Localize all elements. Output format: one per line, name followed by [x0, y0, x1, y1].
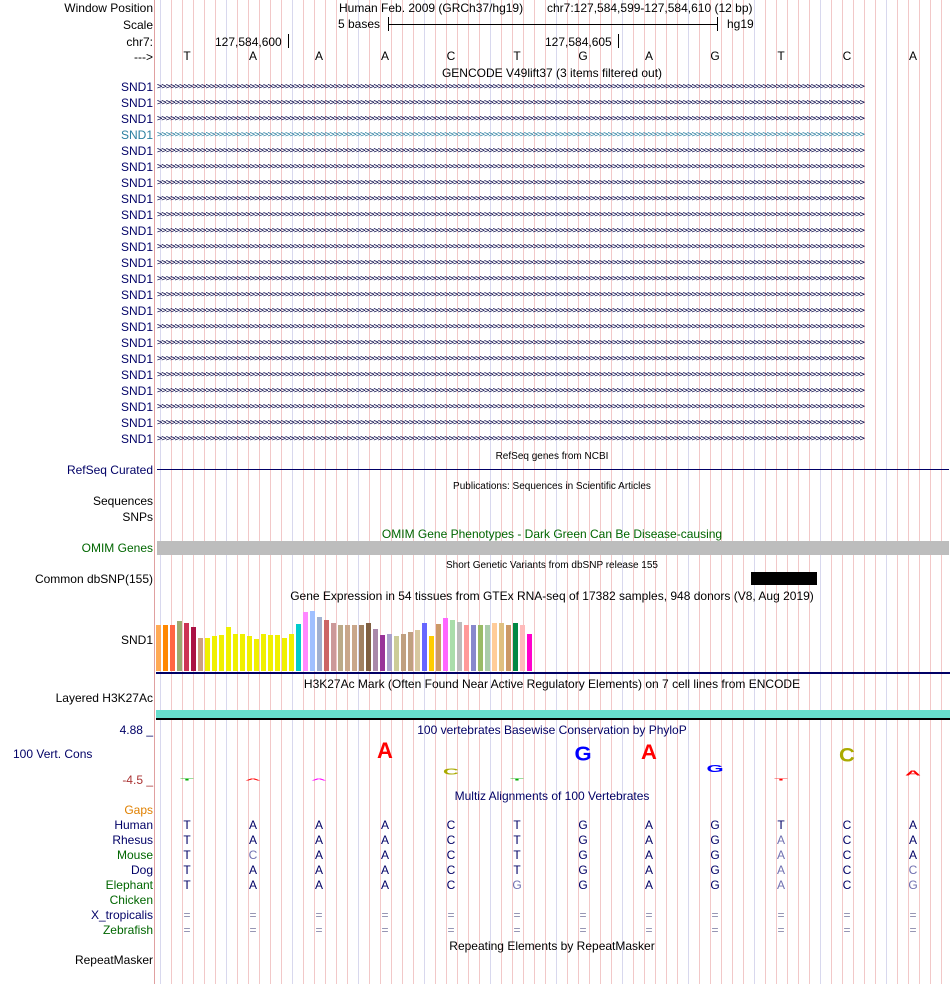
- gtex-tissue-bar[interactable]: [394, 636, 399, 671]
- sequence-base: T: [513, 49, 521, 63]
- multiz-aligned-base: A: [644, 833, 654, 847]
- multiz-aligned-base: =: [315, 908, 323, 922]
- phylop-logo-base: C: [839, 744, 855, 766]
- multiz-aligned-base: C: [908, 863, 918, 877]
- multiz-aligned-base: A: [644, 863, 654, 877]
- gencode-row-label[interactable]: SND1: [120, 240, 153, 254]
- multiz-aligned-base: A: [908, 833, 918, 847]
- multiz-aligned-base: =: [315, 923, 323, 937]
- omim-track-title[interactable]: OMIM Gene Phenotypes - Dark Green Can Be Disease-causing: [381, 527, 723, 541]
- gtex-tissue-bar[interactable]: [401, 634, 406, 671]
- gtex-tissue-bar[interactable]: [184, 623, 189, 671]
- strand-label: --->: [134, 50, 153, 64]
- gencode-row-label[interactable]: SND1: [120, 256, 153, 270]
- gtex-tissue-bar[interactable]: [296, 624, 301, 671]
- sequence-base: G: [710, 49, 720, 63]
- gtex-tissue-bar[interactable]: [156, 625, 161, 671]
- gtex-tissue-bar[interactable]: [345, 625, 350, 671]
- gencode-transcript[interactable]: >>>>>>>>>>>>>>>>>>>>>>>>>>>>>>>>>>>>>>>>>>>>>>>>>>>>>>>>>>>>>>>>>>>>>>>>>>>>>>>>>>>>>>>>>>>>>>>>>>>>>>>>>>>>>>>>>>>>>>>>>>>>>>>>>>>>>>>>>>>>>>>>>>>>>>>>>>>>>>>>: [157, 211, 864, 219]
- multiz-species-label[interactable]: Rhesus: [112, 833, 153, 847]
- phylop-logo-base: G: [706, 763, 724, 775]
- multiz-aligned-base: =: [183, 908, 191, 922]
- coord-right-tick: [618, 34, 619, 48]
- multiz-aligned-base: A: [644, 818, 654, 832]
- sequence-base: C: [446, 49, 456, 63]
- multiz-aligned-base: G: [578, 863, 588, 877]
- gencode-row-label[interactable]: SND1: [120, 176, 153, 190]
- refseq-gene-line[interactable]: [157, 469, 949, 470]
- gencode-row-label[interactable]: SND1: [120, 224, 153, 238]
- multiz-aligned-base: C: [446, 818, 456, 832]
- gtex-tissue-bar[interactable]: [226, 627, 231, 671]
- multiz-aligned-base: G: [710, 878, 720, 892]
- multiz-aligned-base: T: [513, 833, 521, 847]
- multiz-aligned-base: A: [776, 878, 786, 892]
- gencode-transcript[interactable]: >>>>>>>>>>>>>>>>>>>>>>>>>>>>>>>>>>>>>>>>>>>>>>>>>>>>>>>>>>>>>>>>>>>>>>>>>>>>>>>>>>>>>>>>>>>>>>>>>>>>>>>>>>>>>>>>>>>>>>>>>>>>>>>>>>>>>>>>>>>>>>>>>>>>>>>>>>>>>>>>: [157, 115, 864, 123]
- multiz-track-title[interactable]: Multiz Alignments of 100 Vertebrates: [454, 789, 650, 803]
- multiz-aligned-base: T: [513, 848, 521, 862]
- multiz-aligned-base: =: [645, 923, 653, 937]
- gtex-tissue-bar[interactable]: [366, 623, 371, 671]
- gtex-tissue-bar[interactable]: [219, 635, 224, 671]
- phylop-logo-base: A: [905, 769, 921, 778]
- multiz-aligned-base: A: [380, 878, 390, 892]
- multiz-aligned-base: T: [183, 818, 191, 832]
- multiz-aligned-base: G: [710, 863, 720, 877]
- multiz-aligned-base: =: [183, 923, 191, 937]
- scale-bar: [388, 24, 718, 25]
- sequence-base: C: [842, 49, 852, 63]
- multiz-aligned-base: A: [314, 818, 324, 832]
- multiz-aligned-base: =: [909, 908, 917, 922]
- multiz-aligned-base: =: [843, 923, 851, 937]
- publications-track-title[interactable]: Publications: Sequences in Scientific Articles: [453, 481, 651, 492]
- multiz-aligned-base: =: [579, 908, 587, 922]
- coord-left-tick: [288, 34, 289, 48]
- phylop-track-title[interactable]: 100 vertebrates Basewise Conservation by PhyloP: [417, 723, 687, 737]
- multiz-species-label[interactable]: Chicken: [109, 893, 153, 907]
- gencode-transcript[interactable]: >>>>>>>>>>>>>>>>>>>>>>>>>>>>>>>>>>>>>>>>>>>>>>>>>>>>>>>>>>>>>>>>>>>>>>>>>>>>>>>>>>>>>>>>>>>>>>>>>>>>>>>>>>>>>>>>>>>>>>>>>>>>>>>>>>>>>>>>>>>>>>>>>>>>>>>>>>>>>>>>: [157, 99, 864, 107]
- multiz-aligned-base: A: [314, 848, 324, 862]
- multiz-aligned-base: G: [578, 878, 588, 892]
- multiz-aligned-base: =: [711, 923, 719, 937]
- gtex-tissue-bar[interactable]: [310, 611, 315, 671]
- gtex-tissue-bar[interactable]: [492, 623, 497, 671]
- multiz-aligned-base: A: [380, 833, 390, 847]
- gencode-transcript[interactable]: >>>>>>>>>>>>>>>>>>>>>>>>>>>>>>>>>>>>>>>>>>>>>>>>>>>>>>>>>>>>>>>>>>>>>>>>>>>>>>>>>>>>>>>>>>>>>>>>>>>>>>>>>>>>>>>>>>>>>>>>>>>>>>>>>>>>>>>>>>>>>>>>>>>>>>>>>>>>>>>>: [157, 339, 864, 347]
- gtex-tissue-bar[interactable]: [387, 634, 392, 671]
- multiz-aligned-base: A: [644, 848, 654, 862]
- multiz-aligned-base: C: [842, 848, 852, 862]
- gtex-tissue-bar[interactable]: [450, 620, 455, 671]
- multiz-aligned-base: =: [777, 923, 785, 937]
- chrom-label: chr7:: [126, 35, 153, 49]
- gtex-tissue-bar[interactable]: [261, 634, 266, 671]
- gencode-transcript[interactable]: >>>>>>>>>>>>>>>>>>>>>>>>>>>>>>>>>>>>>>>>>>>>>>>>>>>>>>>>>>>>>>>>>>>>>>>>>>>>>>>>>>>>>>>>>>>>>>>>>>>>>>>>>>>>>>>>>>>>>>>>>>>>>>>>>>>>>>>>>>>>>>>>>>>>>>>>>>>>>>>>: [157, 259, 864, 267]
- multiz-aligned-base: A: [248, 833, 258, 847]
- gtex-bar-chart[interactable]: [156, 603, 536, 671]
- gencode-row-label[interactable]: SND1: [120, 192, 153, 206]
- gtex-tissue-bar[interactable]: [331, 623, 336, 671]
- multiz-aligned-base: =: [381, 923, 389, 937]
- multiz-aligned-base: =: [777, 908, 785, 922]
- multiz-species-label[interactable]: X_tropicalis: [90, 908, 153, 922]
- gtex-tissue-bar[interactable]: [254, 639, 259, 671]
- gencode-transcript[interactable]: >>>>>>>>>>>>>>>>>>>>>>>>>>>>>>>>>>>>>>>>>>>>>>>>>>>>>>>>>>>>>>>>>>>>>>>>>>>>>>>>>>>>>>>>>>>>>>>>>>>>>>>>>>>>>>>>>>>>>>>>>>>>>>>>>>>>>>>>>>>>>>>>>>>>>>>>>>>>>>>>: [157, 163, 864, 171]
- gtex-tissue-bar[interactable]: [373, 629, 378, 671]
- multiz-aligned-base: C: [842, 878, 852, 892]
- gencode-row-label[interactable]: SND1: [120, 208, 153, 222]
- sequence-base: T: [777, 49, 785, 63]
- h3k27ac-track-label[interactable]: Layered H3K27Ac: [55, 691, 153, 705]
- multiz-aligned-base: G: [578, 833, 588, 847]
- gencode-transcript[interactable]: >>>>>>>>>>>>>>>>>>>>>>>>>>>>>>>>>>>>>>>>>>>>>>>>>>>>>>>>>>>>>>>>>>>>>>>>>>>>>>>>>>>>>>>>>>>>>>>>>>>>>>>>>>>>>>>>>>>>>>>>>>>>>>>>>>>>>>>>>>>>>>>>>>>>>>>>>>>>>>>>: [157, 227, 864, 235]
- gtex-tissue-bar[interactable]: [170, 625, 175, 671]
- multiz-aligned-base: C: [842, 863, 852, 877]
- gtex-tissue-bar[interactable]: [457, 622, 462, 671]
- gencode-transcript[interactable]: >>>>>>>>>>>>>>>>>>>>>>>>>>>>>>>>>>>>>>>>>>>>>>>>>>>>>>>>>>>>>>>>>>>>>>>>>>>>>>>>>>>>>>>>>>>>>>>>>>>>>>>>>>>>>>>>>>>>>>>>>>>>>>>>>>>>>>>>>>>>>>>>>>>>>>>>>>>>>>>>: [157, 179, 864, 187]
- gencode-transcript[interactable]: >>>>>>>>>>>>>>>>>>>>>>>>>>>>>>>>>>>>>>>>>>>>>>>>>>>>>>>>>>>>>>>>>>>>>>>>>>>>>>>>>>>>>>>>>>>>>>>>>>>>>>>>>>>>>>>>>>>>>>>>>>>>>>>>>>>>>>>>>>>>>>>>>>>>>>>>>>>>>>>>: [157, 403, 864, 411]
- gtex-tissue-bar[interactable]: [422, 623, 427, 671]
- gencode-transcript[interactable]: >>>>>>>>>>>>>>>>>>>>>>>>>>>>>>>>>>>>>>>>>>>>>>>>>>>>>>>>>>>>>>>>>>>>>>>>>>>>>>>>>>>>>>>>>>>>>>>>>>>>>>>>>>>>>>>>>>>>>>>>>>>>>>>>>>>>>>>>>>>>>>>>>>>>>>>>>>>>>>>>: [157, 387, 864, 395]
- phylop-logo-base: G: [574, 742, 592, 765]
- gtex-tissue-bar[interactable]: [205, 638, 210, 671]
- gtex-tissue-bar[interactable]: [289, 634, 294, 671]
- multiz-aligned-base: =: [447, 923, 455, 937]
- multiz-species-label[interactable]: Zebrafish: [102, 923, 153, 937]
- gencode-transcript[interactable]: >>>>>>>>>>>>>>>>>>>>>>>>>>>>>>>>>>>>>>>>>>>>>>>>>>>>>>>>>>>>>>>>>>>>>>>>>>>>>>>>>>>>>>>>>>>>>>>>>>>>>>>>>>>>>>>>>>>>>>>>>>>>>>>>>>>>>>>>>>>>>>>>>>>>>>>>>>>>>>>>: [157, 275, 864, 283]
- gtex-tissue-bar[interactable]: [240, 634, 245, 671]
- multiz-aligned-base: A: [248, 863, 258, 877]
- phylop-logo-base: T: [510, 777, 524, 782]
- publications-label-snps[interactable]: SNPs: [122, 510, 153, 524]
- gtex-tissue-bar[interactable]: [233, 634, 238, 671]
- gencode-row-label[interactable]: SND1: [120, 288, 153, 302]
- gencode-row-label[interactable]: SND1: [120, 128, 153, 142]
- sequence-base: A: [908, 49, 918, 63]
- multiz-aligned-base: =: [513, 923, 521, 937]
- multiz-aligned-base: C: [446, 848, 456, 862]
- multiz-aligned-base: A: [776, 863, 786, 877]
- sequence-base: A: [248, 49, 258, 63]
- multiz-aligned-base: =: [381, 908, 389, 922]
- gtex-tissue-bar[interactable]: [163, 625, 168, 671]
- gtex-tissue-bar[interactable]: [429, 636, 434, 671]
- gencode-row-label[interactable]: SND1: [120, 144, 153, 158]
- multiz-species-label[interactable]: Elephant: [105, 878, 153, 892]
- gtex-tissue-bar[interactable]: [506, 625, 511, 671]
- multiz-aligned-base: C: [446, 863, 456, 877]
- multiz-aligned-base: A: [776, 848, 786, 862]
- multiz-aligned-base: T: [513, 818, 521, 832]
- gtex-tissue-bar[interactable]: [380, 635, 385, 671]
- gencode-row-label[interactable]: SND1: [120, 432, 153, 446]
- gencode-transcript[interactable]: >>>>>>>>>>>>>>>>>>>>>>>>>>>>>>>>>>>>>>>>>>>>>>>>>>>>>>>>>>>>>>>>>>>>>>>>>>>>>>>>>>>>>>>>>>>>>>>>>>>>>>>>>>>>>>>>>>>>>>>>>>>>>>>>>>>>>>>>>>>>>>>>>>>>>>>>>>>>>>>>: [157, 131, 864, 139]
- scale-label: Scale: [122, 18, 153, 32]
- gtex-tissue-bar[interactable]: [191, 627, 196, 671]
- phylop-max-label: 4.88 _: [119, 723, 153, 737]
- gtex-tissue-bar[interactable]: [520, 625, 525, 671]
- gtex-tissue-bar[interactable]: [212, 636, 217, 671]
- gtex-tissue-bar[interactable]: [359, 625, 364, 671]
- multiz-aligned-base: A: [908, 818, 918, 832]
- multiz-aligned-base: G: [512, 878, 522, 892]
- gencode-transcript[interactable]: >>>>>>>>>>>>>>>>>>>>>>>>>>>>>>>>>>>>>>>>>>>>>>>>>>>>>>>>>>>>>>>>>>>>>>>>>>>>>>>>>>>>>>>>>>>>>>>>>>>>>>>>>>>>>>>>>>>>>>>>>>>>>>>>>>>>>>>>>>>>>>>>>>>>>>>>>>>>>>>>: [157, 243, 864, 251]
- gtex-tissue-bar[interactable]: [198, 638, 203, 671]
- label-column-divider: [154, 0, 155, 984]
- multiz-species-label[interactable]: Mouse: [116, 848, 153, 862]
- gencode-row-label[interactable]: SND1: [120, 384, 153, 398]
- scale-text: 5 bases: [338, 17, 381, 31]
- gtex-tissue-bar[interactable]: [247, 636, 252, 671]
- gencode-row-label[interactable]: SND1: [120, 368, 153, 382]
- phylop-logo-base: T: [180, 777, 194, 782]
- sequence-base: T: [183, 49, 191, 63]
- multiz-gaps-label[interactable]: Gaps: [124, 803, 153, 817]
- multiz-aligned-base: =: [645, 908, 653, 922]
- phylop-logo-base: C: [443, 767, 459, 777]
- phylop-logo-base: A: [377, 738, 393, 763]
- repeatmasker-track-label[interactable]: RepeatMasker: [74, 953, 153, 967]
- gtex-tissue-bar[interactable]: [485, 625, 490, 671]
- gtex-tissue-bar[interactable]: [352, 625, 357, 671]
- gtex-tissue-bar[interactable]: [338, 625, 343, 671]
- phylop-logo-base: T: [774, 777, 788, 782]
- phylop-track-label[interactable]: 100 Vert. Cons: [13, 747, 93, 761]
- gtex-track-label[interactable]: SND1: [120, 633, 153, 647]
- gencode-track-title[interactable]: GENCODE V49lift37 (3 items filtered out): [441, 66, 663, 80]
- multiz-aligned-base: C: [842, 833, 852, 847]
- sequence-base: A: [380, 49, 390, 63]
- multiz-aligned-base: A: [380, 818, 390, 832]
- multiz-aligned-base: =: [579, 923, 587, 937]
- multiz-aligned-base: =: [249, 923, 257, 937]
- multiz-aligned-base: C: [446, 833, 456, 847]
- multiz-aligned-base: A: [314, 878, 324, 892]
- multiz-aligned-base: A: [248, 818, 258, 832]
- gencode-row-label[interactable]: SND1: [120, 96, 153, 110]
- h3k27ac-signal-band[interactable]: [156, 710, 950, 718]
- gtex-tissue-bar[interactable]: [527, 634, 532, 671]
- multiz-aligned-base: G: [578, 818, 588, 832]
- multiz-aligned-base: T: [183, 833, 191, 847]
- multiz-aligned-base: =: [447, 908, 455, 922]
- gencode-transcript[interactable]: >>>>>>>>>>>>>>>>>>>>>>>>>>>>>>>>>>>>>>>>>>>>>>>>>>>>>>>>>>>>>>>>>>>>>>>>>>>>>>>>>>>>>>>>>>>>>>>>>>>>>>>>>>>>>>>>>>>>>>>>>>>>>>>>>>>>>>>>>>>>>>>>>>>>>>>>>>>>>>>>: [157, 307, 864, 315]
- publications-label-sequences[interactable]: Sequences: [92, 494, 153, 508]
- gtex-tissue-bar[interactable]: [478, 625, 483, 671]
- omim-feature-bar[interactable]: [157, 541, 949, 555]
- gencode-transcript[interactable]: >>>>>>>>>>>>>>>>>>>>>>>>>>>>>>>>>>>>>>>>>>>>>>>>>>>>>>>>>>>>>>>>>>>>>>>>>>>>>>>>>>>>>>>>>>>>>>>>>>>>>>>>>>>>>>>>>>>>>>>>>>>>>>>>>>>>>>>>>>>>>>>>>>>>>>>>>>>>>>>>: [157, 323, 864, 331]
- scale-bar-right-tick: [717, 17, 718, 31]
- gencode-row-label[interactable]: SND1: [120, 400, 153, 414]
- gencode-transcript[interactable]: >>>>>>>>>>>>>>>>>>>>>>>>>>>>>>>>>>>>>>>>>>>>>>>>>>>>>>>>>>>>>>>>>>>>>>>>>>>>>>>>>>>>>>>>>>>>>>>>>>>>>>>>>>>>>>>>>>>>>>>>>>>>>>>>>>>>>>>>>>>>>>>>>>>>>>>>>>>>>>>>: [157, 83, 864, 91]
- multiz-aligned-base: A: [314, 833, 324, 847]
- multiz-aligned-base: A: [380, 863, 390, 877]
- multiz-aligned-base: =: [711, 908, 719, 922]
- gtex-tissue-bar[interactable]: [177, 621, 182, 671]
- phylop-logo-base: A: [311, 777, 327, 782]
- gtex-tissue-bar[interactable]: [499, 623, 504, 671]
- sequence-base: G: [578, 49, 588, 63]
- position-title[interactable]: chr7:127,584,599-127,584,610 (12 bp): [547, 1, 753, 15]
- coord-right: 127,584,605: [545, 35, 612, 49]
- gtex-tissue-bar[interactable]: [443, 618, 448, 671]
- refseq-track-title[interactable]: RefSeq genes from NCBI: [495, 451, 609, 462]
- gencode-row-label[interactable]: SND1: [120, 160, 153, 174]
- multiz-aligned-base: =: [513, 908, 521, 922]
- multiz-aligned-base: A: [314, 863, 324, 877]
- multiz-species-label[interactable]: Dog: [130, 863, 153, 877]
- gencode-row-label[interactable]: SND1: [120, 304, 153, 318]
- gencode-transcript[interactable]: >>>>>>>>>>>>>>>>>>>>>>>>>>>>>>>>>>>>>>>>>>>>>>>>>>>>>>>>>>>>>>>>>>>>>>>>>>>>>>>>>>>>>>>>>>>>>>>>>>>>>>>>>>>>>>>>>>>>>>>>>>>>>>>>>>>>>>>>>>>>>>>>>>>>>>>>>>>>>>>>: [157, 419, 864, 427]
- gencode-row-label[interactable]: SND1: [120, 320, 153, 334]
- multiz-aligned-base: =: [249, 908, 257, 922]
- window-position-label: Window Position: [64, 1, 153, 15]
- gtex-track-title[interactable]: Gene Expression in 54 tissues from GTEx RNA-seq of 17382 samples, 948 donors (V8, Aug 2019): [290, 589, 814, 603]
- multiz-aligned-base: C: [446, 878, 456, 892]
- assembly-title: Human Feb. 2009 (GRCh37/hg19): [339, 1, 524, 15]
- multiz-aligned-base: A: [248, 878, 258, 892]
- coord-left: 127,584,600: [215, 35, 282, 49]
- sequence-base: A: [314, 49, 324, 63]
- multiz-aligned-base: G: [710, 818, 720, 832]
- multiz-aligned-base: T: [513, 863, 521, 877]
- gencode-transcript[interactable]: >>>>>>>>>>>>>>>>>>>>>>>>>>>>>>>>>>>>>>>>>>>>>>>>>>>>>>>>>>>>>>>>>>>>>>>>>>>>>>>>>>>>>>>>>>>>>>>>>>>>>>>>>>>>>>>>>>>>>>>>>>>>>>>>>>>>>>>>>>>>>>>>>>>>>>>>>>>>>>>>: [157, 435, 864, 443]
- gencode-row-label[interactable]: SND1: [120, 272, 153, 286]
- gtex-tissue-bar[interactable]: [513, 623, 518, 671]
- gtex-tissue-bar[interactable]: [415, 630, 420, 671]
- gtex-tissue-bar[interactable]: [408, 632, 413, 671]
- multiz-aligned-base: T: [183, 848, 191, 862]
- gencode-transcript[interactable]: >>>>>>>>>>>>>>>>>>>>>>>>>>>>>>>>>>>>>>>>>>>>>>>>>>>>>>>>>>>>>>>>>>>>>>>>>>>>>>>>>>>>>>>>>>>>>>>>>>>>>>>>>>>>>>>>>>>>>>>>>>>>>>>>>>>>>>>>>>>>>>>>>>>>>>>>>>>>>>>>: [157, 147, 864, 155]
- sequence-base: A: [644, 49, 654, 63]
- gtex-tissue-bar[interactable]: [471, 625, 476, 671]
- multiz-aligned-base: G: [578, 848, 588, 862]
- h3k27ac-track-title[interactable]: H3K27Ac Mark (Often Found Near Active Regulatory Elements) on 7 cell lines from ENCODE: [303, 677, 801, 691]
- omim-track-label[interactable]: OMIM Genes: [81, 541, 153, 555]
- gencode-row-label[interactable]: SND1: [120, 112, 153, 126]
- multiz-aligned-base: T: [183, 878, 191, 892]
- multiz-aligned-base: =: [843, 908, 851, 922]
- gtex-tissue-bar[interactable]: [275, 635, 280, 671]
- multiz-aligned-base: =: [909, 923, 917, 937]
- multiz-aligned-base: C: [248, 848, 258, 862]
- gtex-tissue-bar[interactable]: [436, 624, 441, 671]
- gtex-track-divider: [156, 672, 950, 674]
- repeatmasker-track-title[interactable]: Repeating Elements by RepeatMasker: [449, 939, 655, 953]
- dbsnp-variant-feature[interactable]: [751, 572, 817, 585]
- multiz-species-label[interactable]: Human: [114, 818, 153, 832]
- multiz-aligned-base: T: [183, 863, 191, 877]
- gtex-tissue-bar[interactable]: [303, 612, 308, 671]
- gtex-tissue-bar[interactable]: [464, 625, 469, 671]
- gencode-row-label[interactable]: SND1: [120, 336, 153, 350]
- gtex-tissue-bar[interactable]: [282, 638, 287, 671]
- gencode-transcript[interactable]: >>>>>>>>>>>>>>>>>>>>>>>>>>>>>>>>>>>>>>>>>>>>>>>>>>>>>>>>>>>>>>>>>>>>>>>>>>>>>>>>>>>>>>>>>>>>>>>>>>>>>>>>>>>>>>>>>>>>>>>>>>>>>>>>>>>>>>>>>>>>>>>>>>>>>>>>>>>>>>>>: [157, 355, 864, 363]
- phylop-logo-base: A: [641, 740, 657, 764]
- multiz-aligned-base: A: [380, 848, 390, 862]
- gencode-transcript[interactable]: >>>>>>>>>>>>>>>>>>>>>>>>>>>>>>>>>>>>>>>>>>>>>>>>>>>>>>>>>>>>>>>>>>>>>>>>>>>>>>>>>>>>>>>>>>>>>>>>>>>>>>>>>>>>>>>>>>>>>>>>>>>>>>>>>>>>>>>>>>>>>>>>>>>>>>>>>>>>>>>>: [157, 195, 864, 203]
- gencode-row-label[interactable]: SND1: [120, 80, 153, 94]
- gencode-row-label[interactable]: SND1: [120, 352, 153, 366]
- phylop-min-label: -4.5 _: [122, 773, 153, 787]
- multiz-aligned-base: T: [777, 818, 785, 832]
- multiz-aligned-base: G: [710, 848, 720, 862]
- multiz-aligned-base: A: [776, 833, 786, 847]
- scale-db: hg19: [727, 17, 754, 31]
- multiz-aligned-base: A: [908, 848, 918, 862]
- dbsnp-track-label[interactable]: Common dbSNP(155): [34, 572, 153, 586]
- gencode-transcript[interactable]: >>>>>>>>>>>>>>>>>>>>>>>>>>>>>>>>>>>>>>>>>>>>>>>>>>>>>>>>>>>>>>>>>>>>>>>>>>>>>>>>>>>>>>>>>>>>>>>>>>>>>>>>>>>>>>>>>>>>>>>>>>>>>>>>>>>>>>>>>>>>>>>>>>>>>>>>>>>>>>>>: [157, 291, 864, 299]
- gencode-row-label[interactable]: SND1: [120, 416, 153, 430]
- h3k27ac-track-divider: [156, 718, 950, 720]
- multiz-aligned-base: G: [908, 878, 918, 892]
- gtex-tissue-bar[interactable]: [324, 620, 329, 671]
- dbsnp-track-title[interactable]: Short Genetic Variants from dbSNP release 155: [446, 560, 658, 571]
- gtex-tissue-bar[interactable]: [268, 635, 273, 671]
- multiz-aligned-base: A: [644, 878, 654, 892]
- gtex-tissue-bar[interactable]: [317, 617, 322, 671]
- gencode-transcript[interactable]: >>>>>>>>>>>>>>>>>>>>>>>>>>>>>>>>>>>>>>>>>>>>>>>>>>>>>>>>>>>>>>>>>>>>>>>>>>>>>>>>>>>>>>>>>>>>>>>>>>>>>>>>>>>>>>>>>>>>>>>>>>>>>>>>>>>>>>>>>>>>>>>>>>>>>>>>>>>>>>>>: [157, 371, 864, 379]
- refseq-track-label[interactable]: RefSeq Curated: [66, 463, 153, 477]
- multiz-aligned-base: C: [842, 818, 852, 832]
- multiz-aligned-base: G: [710, 833, 720, 847]
- phylop-logo-base: A: [245, 777, 261, 782]
